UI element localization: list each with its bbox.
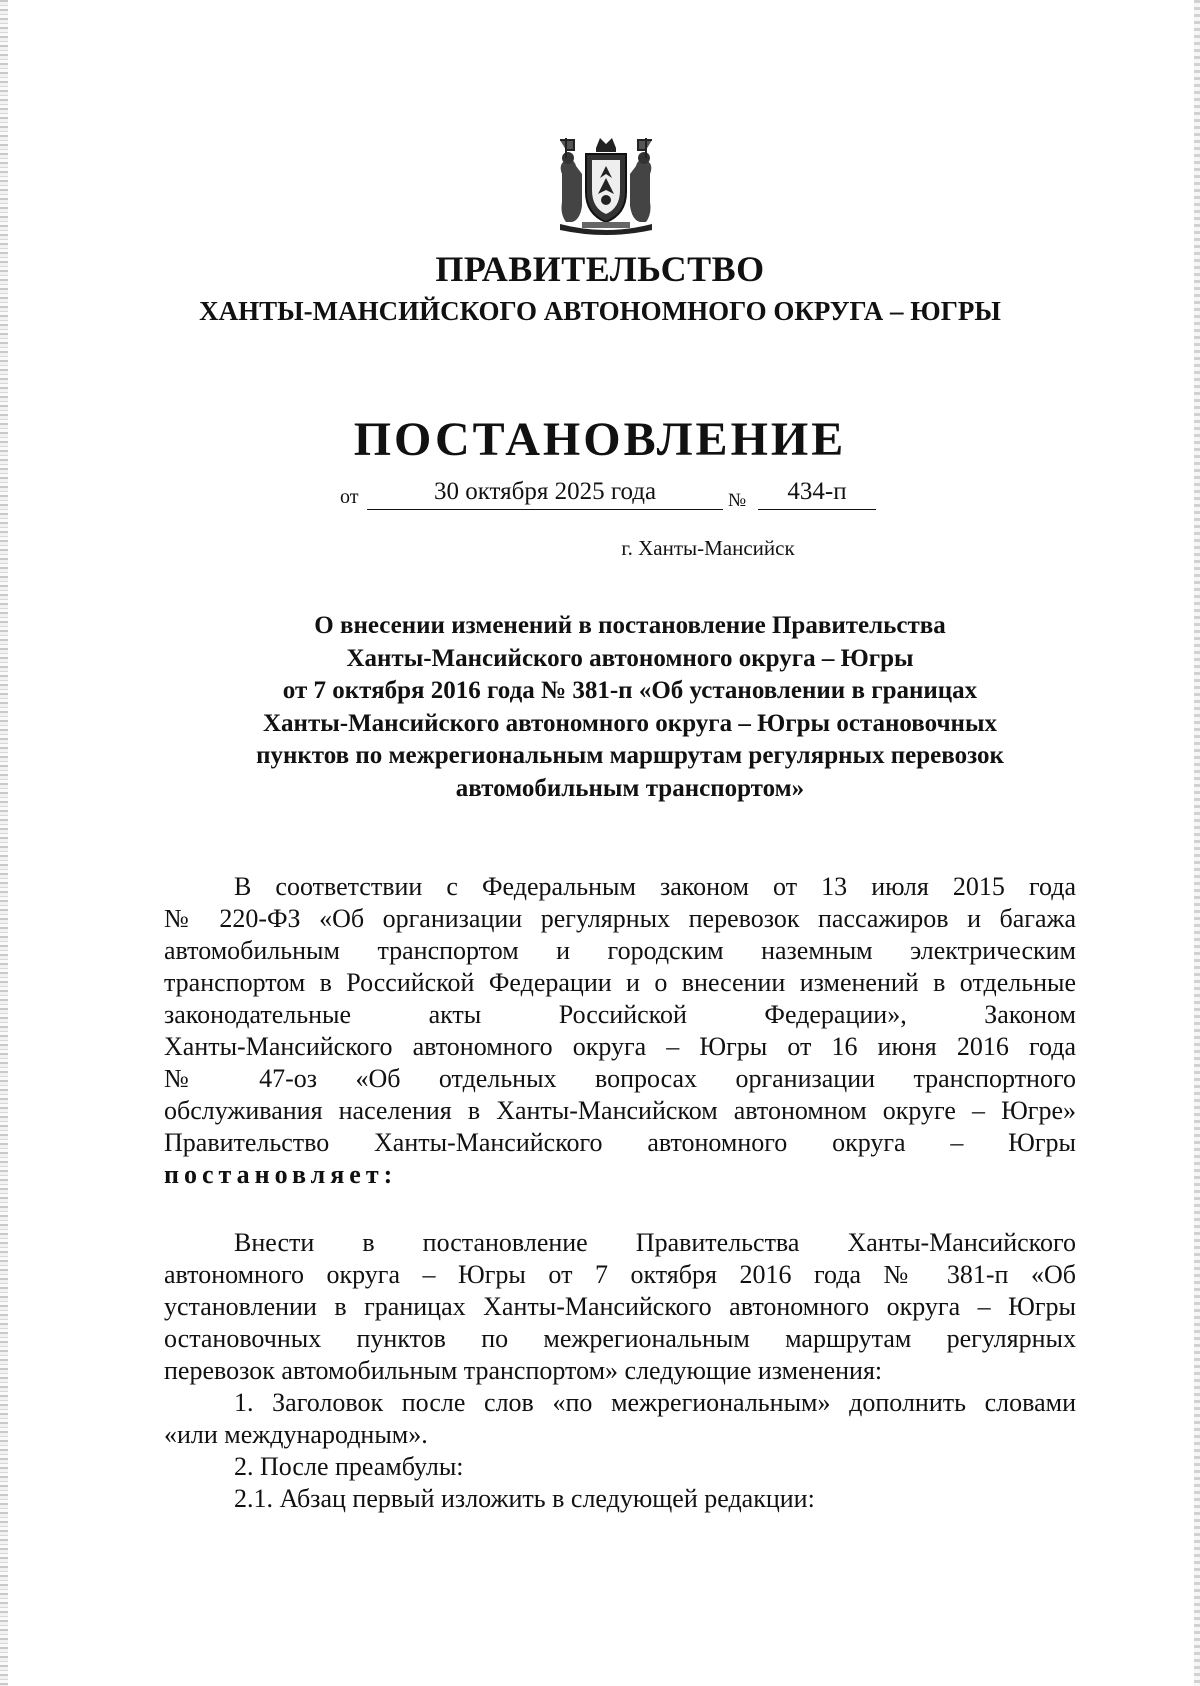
amendment-item: 1. Заголовок после слов «по межрегиональным» дополнить словами	[234, 1388, 1076, 1417]
body-line: Внести в постановление Правительства Ханты-Мансийского	[234, 1228, 1076, 1257]
body-line: перевозок автомобильным транспортом» следующие изменения:	[164, 1356, 883, 1385]
city: г. Ханты-Мансийск	[621, 536, 795, 560]
preamble-line: обслуживания населения в Ханты-Мансийском автономном округе – Югре»	[164, 1096, 1076, 1125]
title-line: автомобильным транспортом»	[455, 774, 805, 802]
region-title: ХАНТЫ-МАНСИЙСКОГО АВТОНОМНОГО ОКРУГА – ЮГРЫ	[199, 296, 1001, 326]
amendment-item: 2. После преамбулы:	[234, 1452, 464, 1481]
document-number: 434-п	[758, 478, 876, 510]
preamble-line: № 47-оз «Об отдельных вопросах организации транспортного	[164, 1064, 1076, 1093]
coat-of-arms-emblem-icon	[552, 134, 660, 238]
preamble-line: законодательные акты Российской Федерации», Законом	[164, 1000, 1076, 1029]
preamble-line: транспортом в Российской Федерации и о внесении изменений в отдельные	[164, 968, 1076, 997]
resolves-line	[164, 1160, 1076, 1190]
preamble-line: автомобильным транспортом и городским наземным электрическим	[164, 936, 1076, 965]
document-date: 30 октября 2025 года	[367, 478, 723, 510]
date-label: от	[340, 486, 359, 508]
government-title: ПРАВИТЕЛЬСТВО	[435, 249, 765, 289]
title-line: пунктов по межрегиональным маршрутам регулярных перевозок	[256, 742, 1004, 770]
title-line: Ханты-Мансийского автономного округа – Югры остановочных	[263, 709, 997, 737]
body-line: установлении в границах Ханты-Мансийского автономного округа – Югры	[164, 1292, 1076, 1321]
title-line: от 7 октября 2016 года № 381-п «Об установлении в границах	[282, 677, 978, 705]
resolves-word: постановляет:	[164, 1160, 398, 1189]
preamble-line: Правительство Ханты-Мансийского автономного округа – Югры	[164, 1128, 1076, 1157]
preamble-line: В соответствии с Федеральным законом от 13 июля 2015 года	[234, 872, 1076, 901]
number-label: №	[728, 490, 747, 511]
body-line: автономного округа – Югры от 7 октября 2016 года № 381-п «Об	[164, 1260, 1076, 1289]
preamble-line: Ханты-Мансийского автономного округа – Югры от 16 июня 2016 года	[164, 1032, 1076, 1061]
amendment-item: 2.1. Абзац первый изложить в следующей редакции:	[234, 1484, 815, 1513]
body-line: остановочных пунктов по межрегиональным маршрутам регулярных	[164, 1324, 1076, 1353]
title-line: О внесении изменений в постановление Правительства	[314, 612, 946, 639]
document-title	[190, 610, 1070, 806]
amendment-item: «или международным».	[164, 1420, 428, 1449]
preamble-line: № 220-ФЗ «Об организации регулярных перевозок пассажиров и багажа	[164, 904, 1076, 933]
title-line: Ханты-Мансийского автономного округа – Югры	[346, 644, 914, 672]
document-type: ПОСТАНОВЛЕНИЕ	[353, 413, 847, 466]
